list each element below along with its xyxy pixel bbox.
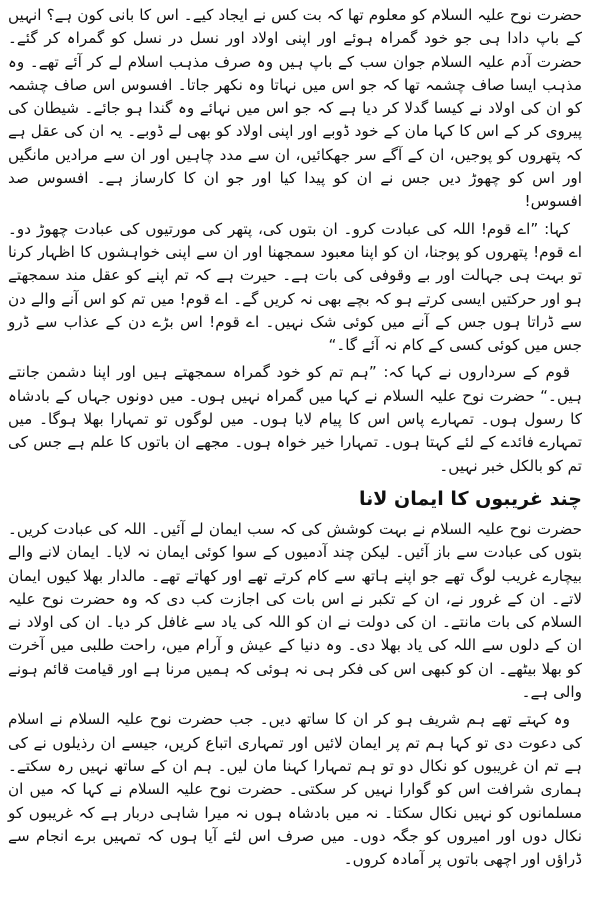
section-heading: چند غریبوں کا ایمان لانا — [358, 487, 582, 510]
document-page — [8, 4, 582, 906]
paragraph-few-believers: حضرت نوح علیہ السلام نے بہت کوشش کی کہ سب ایمان لے آئیں۔ اللہ کی عبادت کریں۔ بتوں کی عبادت سے باز آئیں۔ لیکن چند آدمیوں کے سوا کوئی ایمان نہ لایا۔ ایمان لانے والے بیچارے غریب لوگ تھے جو اپنے ہاتھ سے کام کرتے تھے اور کھاتے تھے۔ مالدار بھلا کیوں ایمان لاتے۔ ان کے غرور نے، ان کے تکبر نے اس بات کی اجازت کب دی کہ وہ حضرت نوح علیہ السلام کی بات مانتے۔ ان کی دولت نے ان کو اللہ کی یاد سے غافل کر دیا۔ ان کی اولاد نے ان کے دلوں سے اللہ کی یاد بھلا دی۔ وہ دنیا کے عیش و آرام میں، راحت طلبی میں آخرت کو بھلا بیٹھے۔ ان کو کبھی اس کی فکر ہی نہ ہوئی کہ ہمیں مرنا ہے اور قیامت قائم ہونے والی ہے۔ — [8, 519, 582, 702]
paragraph-nobles-demand: وہ کہتے تھے ہم شریف ہو کر ان کا ساتھ دیں۔ جب حضرت نوح علیہ السلام نے اسلام کی دعوت دی تو کہا ہم تم پر ایمان لائیں اور تمہاری اتباع کریں، جیسے ان رذیلوں نے کی ہے تم ان غریبوں کو نکال دو تو ہم تمہارا کہنا مان لیں۔ ہم ان کے ساتھ نہیں رہ سکتے۔ ہماری شرافت اس کو گوارا نہیں کر سکتی۔ حضرت نوح علیہ السلام نے کہا کہ میں ان مسلمانوں کو نہیں نکال سکتا۔ نہ میں بادشاہ ہوں نہ میرا شاہی دربار ہے کہ غریبوں کو نکال دوں اور امیروں کو جگہ دوں۔ میں صرف اس لئے آیا ہوں کہ تمہیں برے انجام سے ڈراؤں اور اچھی باتوں پر آمادہ کروں۔ — [8, 710, 582, 869]
paragraph-call-to-worship: کہا: ”اے قوم! اللہ کی عبادت کرو۔ ان بتوں کی، پتھر کی مورتیوں کی عبادت چھوڑ دو۔ اے قوم! پتھروں کو پوجنا، ان کو اپنا معبود سمجھنا اور ان سے اپنی خواہشوں کا اظہار کرنا تو بہت ہی جہالت اور بے وقوفی کی بات ہے۔ حیرت ہے کہ تم اپنے کو عقل مند سمجھتے ہو اور حرکتیں ایسی کرتے ہو کہ بچے بھی نہ کریں گے۔ اے قوم! میں تم کو اس آنے والے دن سے ڈراتا ہوں جس کے آنے میں کوئی شک نہیں۔ اے قوم! اس بڑے دن کے عذاب سے ڈرو جس میں کوئی کسی کے کام نہ آئے گا۔“ — [8, 219, 582, 355]
paragraph-idolatry-origin: حضرت نوح علیہ السلام کو معلوم تھا کہ بت کس نے ایجاد کیے۔ اس کا بانی کون ہے؟ انہیں کے باپ دادا ہی جو خود گمراہ ہوئے اور اپنی اولاد اور نسل در نسل کو گمراہ کر گئے۔ حضرت آدم علیہ السلام جوان سب کے باپ ہیں وہ صرف مذہب اسلام لے کر آئے تھے۔ وہ مذہب ایسا صاف چشمہ تھا کہ جو اس میں نہاتا وہ نکھر جاتا۔ افسوس اس صاف چشمہ کو ان کی اولاد نے کیسا گدلا کر دیا ہے کہ جو اس میں نہائے وہ گندا ہو جائے۔ شیطان کی پیروی کر کے اس کا کہا مان کے خود ڈوبے اور اپنی اولاد کو بھی لے ڈوبے۔ یہ ان کی عقل ہے کہ پتھروں کو پوجیں، ان کے آگے سر جھکائیں، ان سے مدد چاہیں اور ان سے مرادیں مانگیں اور اس کو چھوڑ دیں جس نے ان کو پیدا کیا اور جو ان کا کارساز ہے۔ افسوس صد افسوس! — [8, 6, 582, 211]
paragraph-chiefs-reply: قوم کے سرداروں نے کہا کہ: ”ہم تم کو خود گمراہ سمجھتے ہیں اور اپنا دشمن جانتے ہیں۔“ حضرت نوح علیہ السلام نے کہا میں گمراہ نہیں ہوں۔ میں دونوں جہاں کے بادشاہ کا رسول ہوں۔ تمہارے پاس اس کا پیام لایا ہوں۔ میں لوگوں تو تمہارا بھلا ہوگا۔ میں تمہارے فائدے کے لئے کہتا ہوں۔ تمہارا خیر خواہ ہوں۔ مجھے ان باتوں کا علم ہے جس کی تم کو بالکل خبر نہیں۔ — [8, 363, 582, 475]
